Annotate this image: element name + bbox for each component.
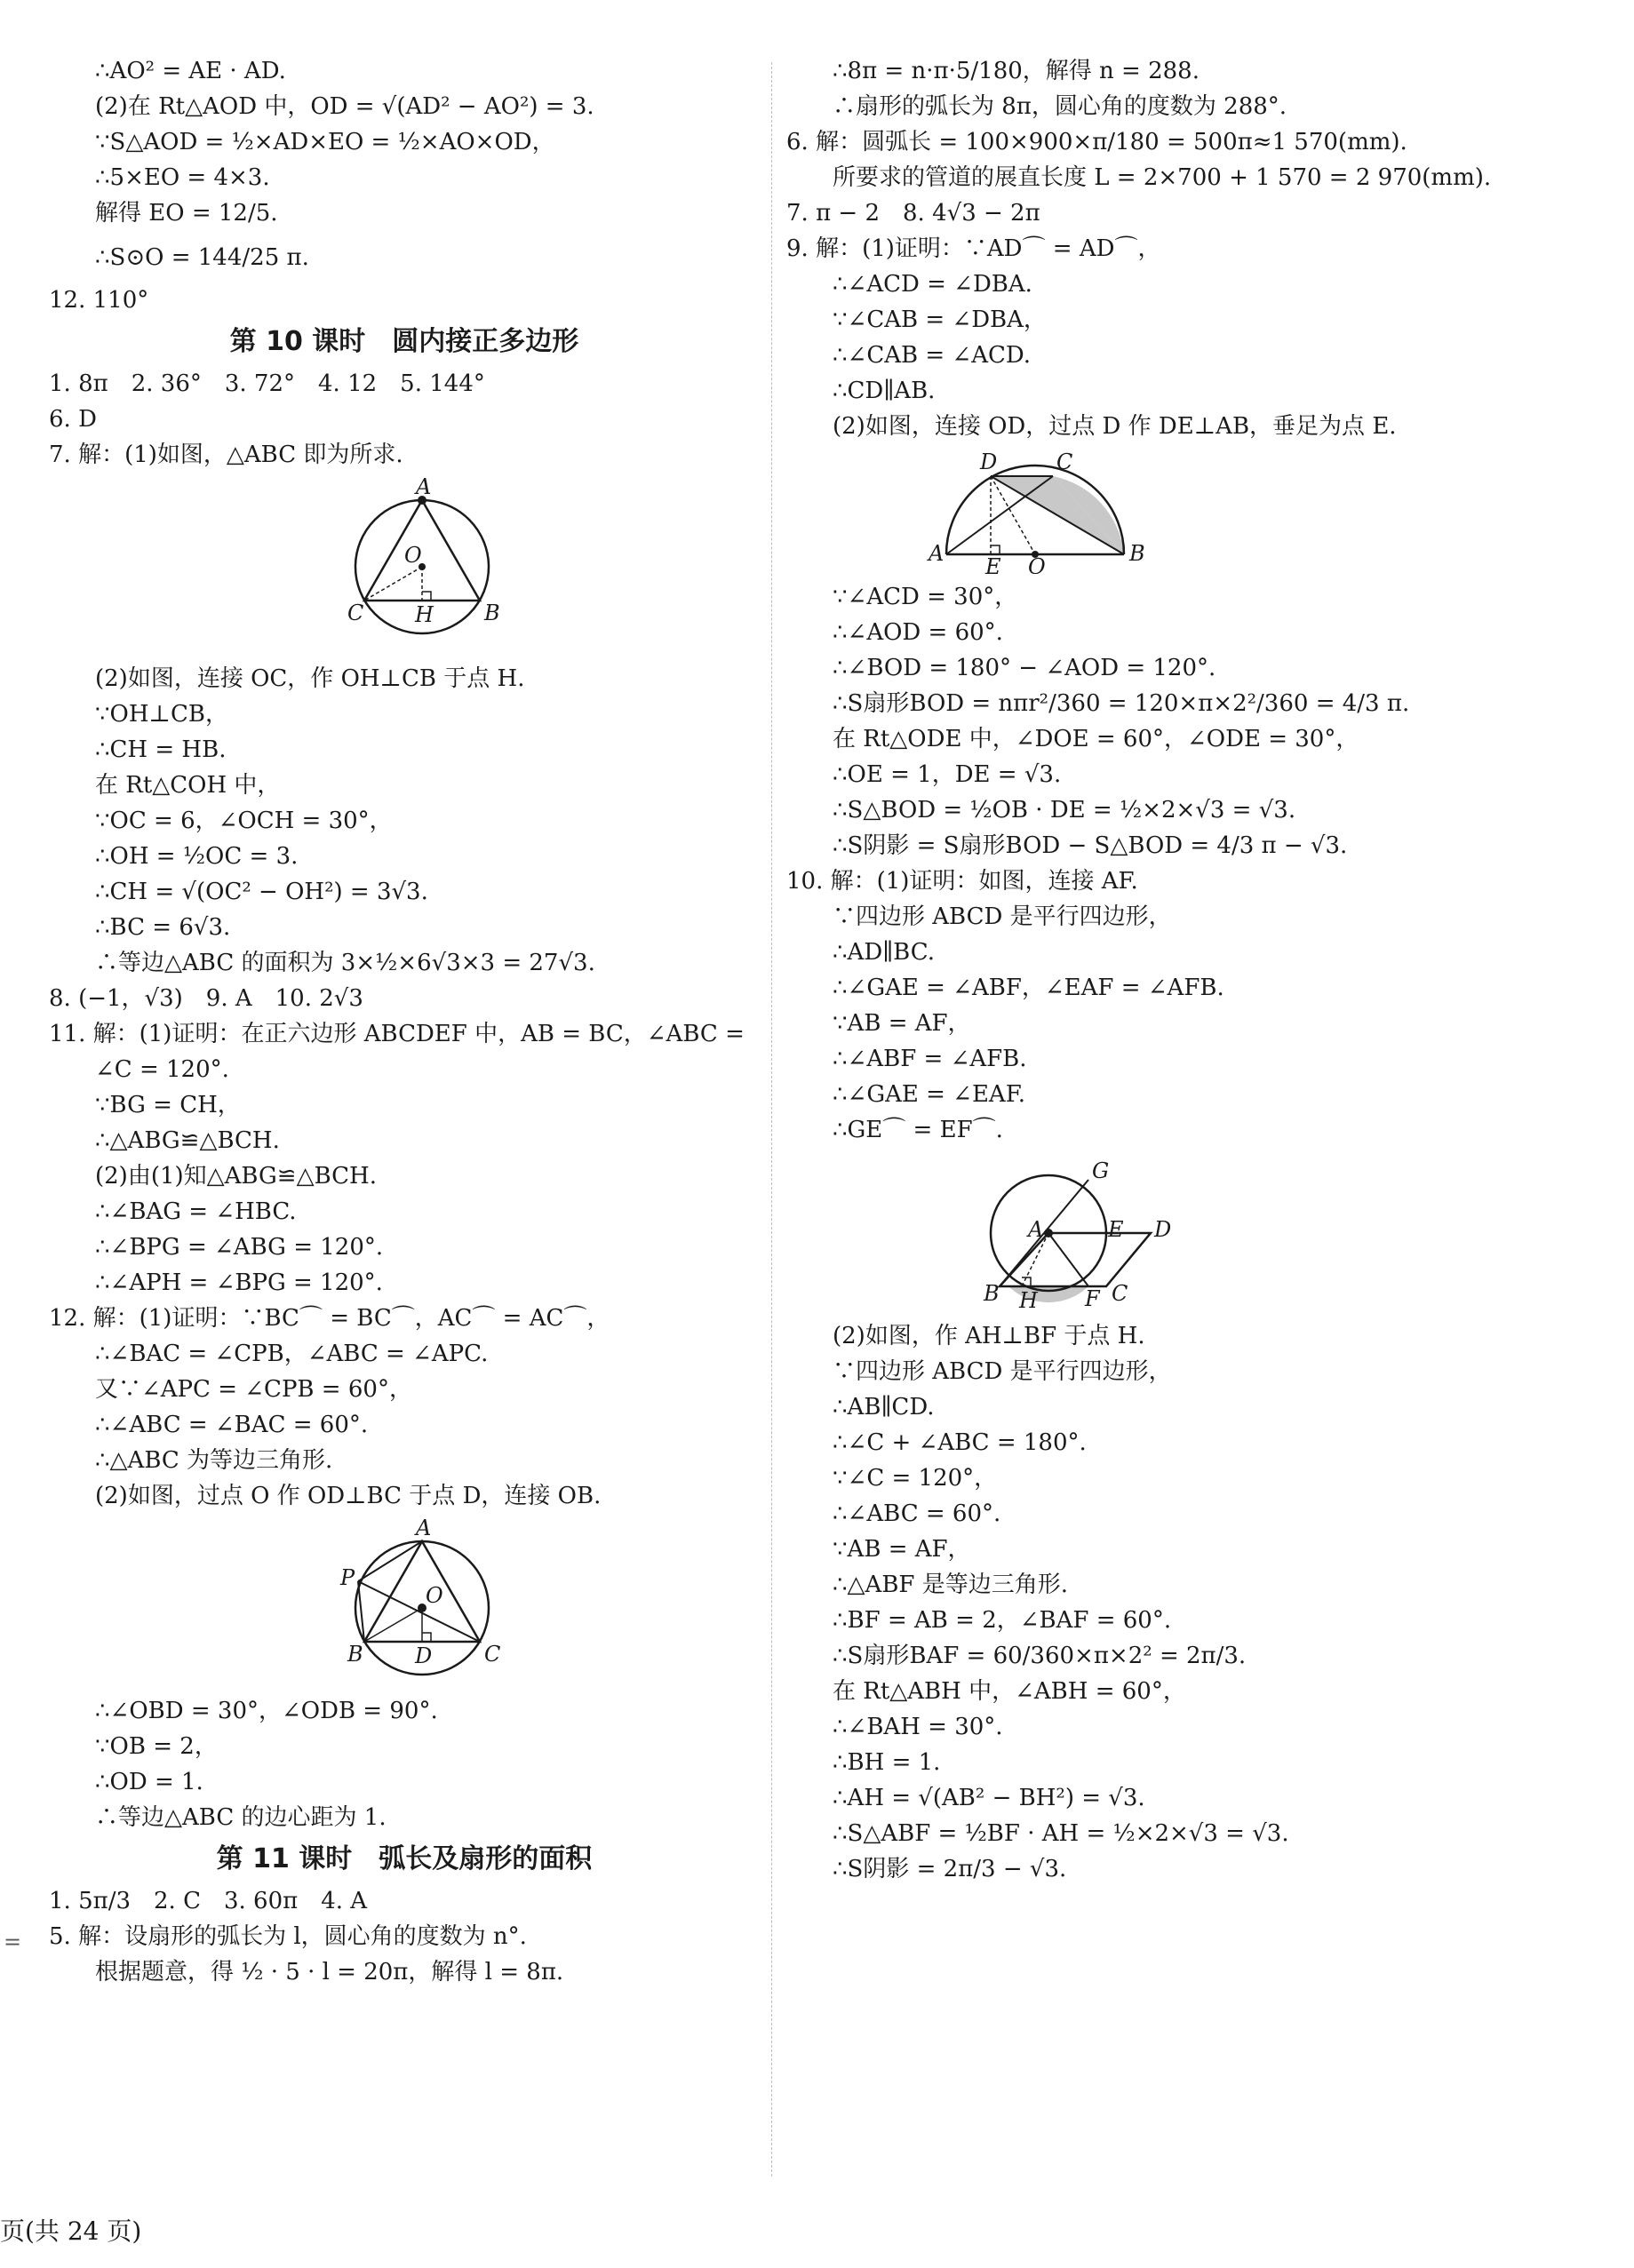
text-line: ∴∠BAG = ∠HBC. [95,1198,297,1225]
text-line: 11. 解：(1)证明：在正六边形 ABCDEF 中，AB = BC，∠ABC = [49,1021,745,1047]
text-line: ∴S△ABF = ½BF · AH = ½×2×√3 = √3. [833,1820,1289,1847]
text-line: 6. D [49,406,97,433]
text-line: ∵OC = 6，∠OCH = 30°， [95,808,393,834]
text-line: 5. 解：设扇形的弧长为 l，圆心角的度数为 n°. [49,1923,527,1950]
label-A: A [929,541,945,566]
text-line: ∴△ABG≌△BCH. [95,1127,280,1154]
text-line: ∴CH = √(OC² − OH²) = 3√3. [95,879,428,905]
label-B: B [484,601,500,625]
label-D: D [1154,1217,1172,1242]
text-line: ∴∠ACD = ∠DBA. [833,271,1032,298]
label-O: O [404,543,422,568]
figure-9-svg [786,450,1586,574]
left-column [49,53,760,1990]
text-line: ∴∠GAE = ∠ABF，∠EAF = ∠AFB. [833,975,1224,1001]
text-line: ∴BF = AB = 2，∠BAF = 60°. [833,1607,1172,1634]
text-line: ∵BG = CH， [95,1092,241,1118]
label-D: D [980,450,998,474]
text-line: ∴5×EO = 4×3. [95,164,270,191]
text-line: ∴OE = 1，DE = √3. [833,761,1062,788]
text-line: ∴AD∥BC. [833,939,935,966]
text-line: 1. 8π 2. 36° 3. 72° 4. 12 5. 144° [49,370,485,397]
page-footer: 页(共 24 页) [0,2216,142,2246]
text-line: ∵∠C = 120°， [833,1465,998,1492]
text-line: ∴AH = √(AB² − BH²) = √3. [833,1785,1145,1811]
text-line: ∵OH⊥CB， [95,701,228,728]
text-line: ∴OH = ½OC = 3. [95,843,299,870]
text-line: 12. 解：(1)证明：∵BC⌒ = BC⌒，AC⌒ = AC⌒， [49,1305,610,1332]
text-line: ∴等边△ABC 的面积为 3×½×6√3×3 = 27√3. [95,950,595,976]
text-line: ∴S阴影 = 2π/3 − √3. [833,1856,1067,1882]
margin-mark: = [4,1930,22,1954]
text-line: 7. 解：(1)如图，△ABC 即为所求. [49,442,403,468]
text-line: 根据题意，得 ½ · 5 · l = 20π，解得 l = 8π. [95,1959,564,1985]
text-line: ∴等边△ABC 的边心距为 1. [95,1804,387,1831]
label-G: G [1092,1158,1110,1183]
text-line: ∴△ABF 是等边三角形. [833,1572,1068,1598]
text-line: ∵四边形 ABCD 是平行四边形， [833,903,1172,930]
text-line: 6. 解：圆弧长 = 100×900×π/180 = 500π≈1 570(mm). [786,129,1407,155]
label-E: E [985,554,1001,574]
text-line: ∴AB∥CD. [833,1394,935,1420]
text-line: ∴S阴影 = S扇形BOD − S△BOD = 4/3 π − √3. [833,832,1348,859]
text-line: ∴GE⌒ = EF⌒. [833,1117,1003,1143]
figure-7-inscribed-triangle [49,478,760,656]
text-line: ∴CH = HB. [95,736,227,763]
text-line: ∴扇形的弧长为 8π，圆心角的度数为 288°. [833,93,1287,120]
text-line: 解得 EO = 12/5. [95,200,278,227]
text-line: ∵∠ACD = 30°， [833,584,1018,610]
text-line: ∵AB = AF， [833,1010,971,1037]
label-B: B [984,1281,1000,1306]
label-F: F [1085,1286,1100,1311]
text-line: ∴∠APH = ∠BPG = 120°. [95,1269,383,1296]
text-line: ∴S⊙O = 144/25 π. [95,244,309,271]
text-line: ∵四边形 ABCD 是平行四边形， [833,1358,1172,1385]
text-line: (2)在 Rt△AOD 中，OD = √(AD² − AO²) = 3. [95,93,594,120]
text-line: 1. 5π/3 2. C 3. 60π 4. A [49,1888,368,1914]
right-column [786,53,1586,1887]
text-line: ∴OD = 1. [95,1769,203,1795]
text-line: 10. 解：(1)证明：如图，连接 AF. [786,868,1138,895]
label-C: C [347,601,364,625]
label-P: P [340,1565,355,1590]
text-line: (2)由(1)知△ABG≌△BCH. [95,1163,377,1190]
text-line: ∴S△BOD = ½OB · DE = ½×2×√3 = √3. [833,797,1296,824]
figure-9-semicircle [786,450,1586,574]
label-D: D [415,1643,433,1668]
text-line: ∴BH = 1. [833,1749,941,1776]
text-line: 在 Rt△COH 中， [95,772,281,799]
figure-10-circle-parallelogram [786,1153,1586,1313]
label-H: H [415,602,434,627]
label-A: A [416,478,432,499]
text-line: ∴∠ABC = ∠BAC = 60°. [95,1412,369,1438]
text-line: 7. π − 2 8. 4√3 − 2π [786,200,1040,227]
label-C: C [484,1642,501,1667]
text-line: 又∵∠APC = ∠CPB = 60°， [95,1376,412,1403]
text-line: ∴S扇形BOD = nπr²/360 = 120×π×2²/360 = 4/3 π. [833,690,1410,717]
text-line: ∵AB = AF， [833,1536,971,1563]
text-line: ∴∠BOD = 180° − ∠AOD = 120°. [833,655,1216,681]
text-line: ∴∠ABC = 60°. [833,1500,1001,1527]
section-heading: 第 11 课时 弧长及扇形的面积 [216,1843,593,1874]
text-line: ∴∠C + ∠ABC = 180°. [833,1429,1087,1456]
text-line: 在 Rt△ODE 中，∠DOE = 60°，∠ODE = 30°， [833,726,1359,752]
label-A: A [1028,1217,1044,1242]
text-line: ∵S△AOD = ½×AD×EO = ½×AO×OD， [95,129,555,155]
text-line: ∴∠CAB = ∠ACD. [833,342,1032,369]
figure-12-equilateral-triangle [49,1519,760,1688]
text-line: ∴8π = n·π·5/180，解得 n = 288. [833,58,1200,84]
text-line: (2)如图，连接 OD，过点 D 作 DE⊥AB，垂足为点 E. [833,413,1397,440]
label-C: C [1056,450,1073,474]
text-line: ∴∠ABF = ∠AFB. [833,1046,1027,1072]
section-heading: 第 10 课时 圆内接正多边形 [229,326,579,357]
figure-7-svg [49,478,760,656]
text-line: ∴∠GAE = ∠EAF. [833,1081,1025,1108]
text-line: 12. 110° [49,287,149,314]
label-H: H [1019,1288,1038,1313]
label-E: E [1108,1217,1124,1242]
label-O: O [1028,554,1046,574]
figure-10-svg [786,1153,1586,1313]
text-line: ∴∠BAH = 30°. [833,1714,1003,1740]
text-line: ∴S扇形BAF = 60/360×π×2² = 2π/3. [833,1643,1247,1669]
text-line: 在 Rt△ABH 中，∠ABH = 60°， [833,1678,1186,1705]
text-line: ∴△ABC 为等边三角形. [95,1447,333,1474]
text-line: (2)如图，连接 OC，作 OH⊥CB 于点 H. [95,665,525,692]
text-line: (2)如图，作 AH⊥BF 于点 H. [833,1323,1145,1349]
column-divider [771,62,772,2176]
text-line: (2)如图，过点 O 作 OD⊥BC 于点 D，连接 OB. [95,1483,602,1509]
text-line: ∵∠CAB = ∠DBA， [833,306,1047,333]
label-B: B [347,1642,363,1667]
label-A: A [416,1519,432,1540]
text-line: 9. 解：(1)证明：∵AD⌒ = AD⌒， [786,235,1161,262]
text-line: ∠C = 120°. [95,1056,229,1083]
text-line: ∴∠BAC = ∠CPB，∠ABC = ∠APC. [95,1341,489,1367]
text-line: ∴CD∥AB. [833,378,936,404]
text-line: ∴∠BPG = ∠ABG = 120°. [95,1234,384,1261]
text-line: ∵OB = 2， [95,1733,218,1760]
text-line: ∴∠OBD = 30°，∠ODB = 90°. [95,1698,438,1724]
text-line: 所要求的管道的展直长度 L = 2×700 + 1 570 = 2 970(mm). [833,164,1492,191]
text-line: ∴AO² = AE · AD. [95,58,286,84]
text-line: ∴∠AOD = 60°. [833,619,1003,646]
label-B: B [1129,541,1145,566]
label-O: O [426,1583,443,1608]
figure-12-svg [49,1519,760,1688]
label-C: C [1112,1281,1128,1306]
text-line: ∴BC = 6√3. [95,914,231,941]
text-line: 8. (−1，√3) 9. A 10. 2√3 [49,985,363,1012]
